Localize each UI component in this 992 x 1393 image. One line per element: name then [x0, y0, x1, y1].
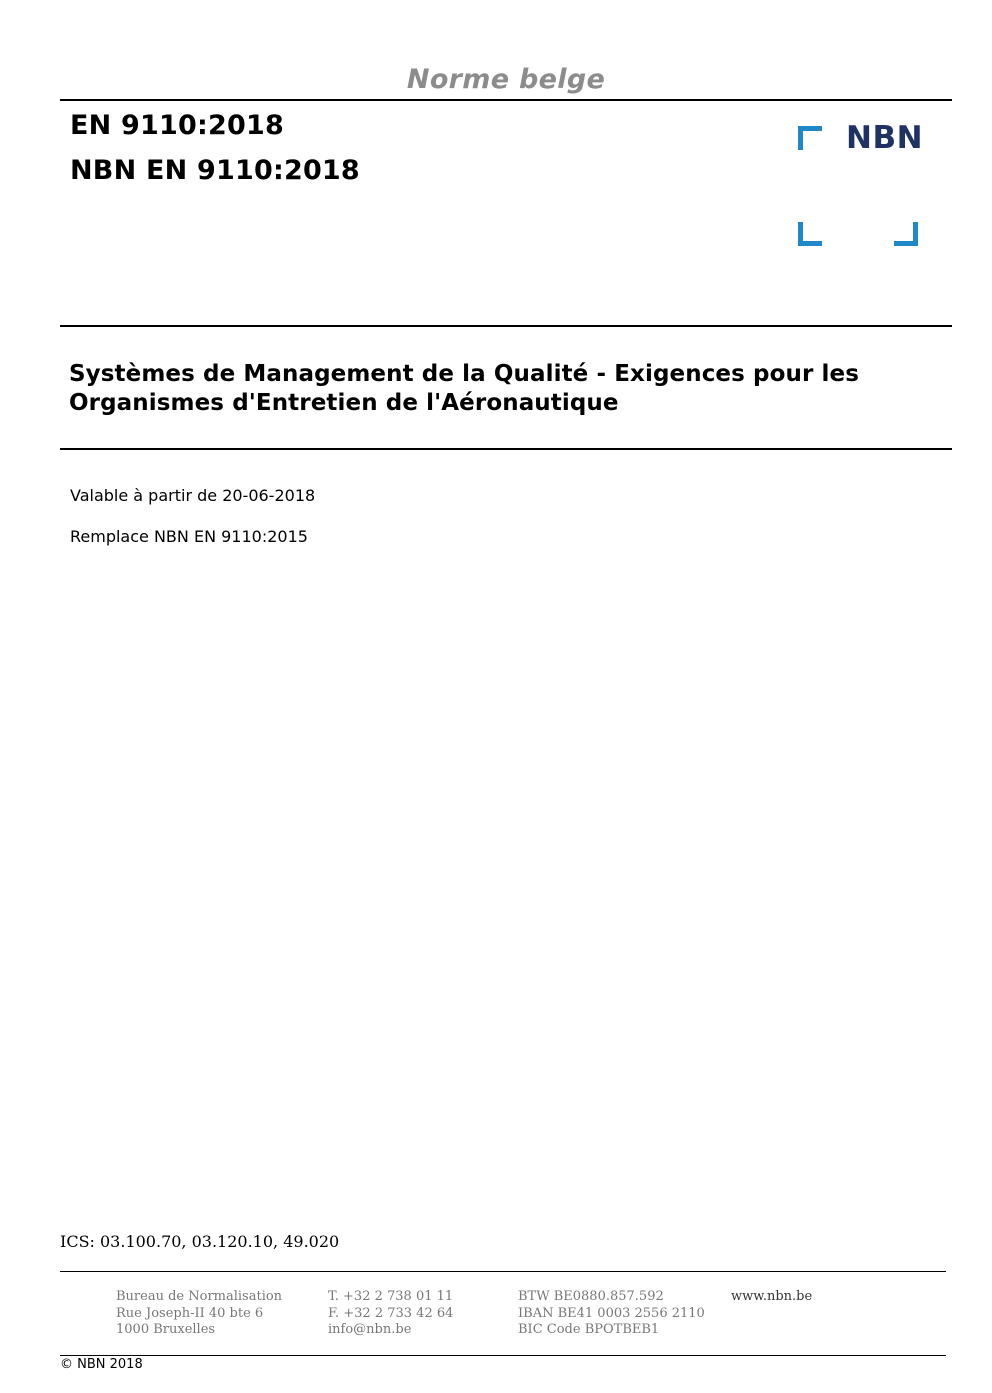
footer-email-link[interactable]: info@nbn.be: [328, 1322, 412, 1337]
footer-bic: BIC Code BPOTBEB1: [518, 1322, 660, 1337]
footer-bottom-divider: [60, 1355, 946, 1356]
title-top-divider: [60, 325, 952, 327]
footer-website-link[interactable]: www.nbn.be: [731, 1289, 813, 1304]
footer-phone: T. +32 2 738 01 11: [328, 1289, 454, 1304]
footer-vat: BTW BE0880.857.592: [518, 1289, 664, 1304]
document-title: [69, 360, 929, 418]
valid-from-text: Valable à partir de 20-06-2018: [70, 486, 316, 505]
footer-address: [116, 1289, 282, 1339]
standard-number-en: EN 9110:2018: [70, 110, 284, 141]
footer-address-line: Rue Joseph-II 40 bte 6: [116, 1305, 264, 1321]
title-bottom-divider: [60, 448, 952, 450]
copyright-text: © NBN 2018: [60, 1357, 143, 1372]
footer-fax: F. +32 2 733 42 64: [328, 1305, 454, 1321]
standard-number-nbn: NBN EN 9110:2018: [70, 155, 360, 186]
nbn-logo-text: NBN: [846, 120, 924, 156]
document-title-line: Systèmes de Management de la Qualité - Exigences pour les: [69, 361, 859, 387]
footer-top-divider: [60, 1271, 946, 1272]
ics-codes: ICS: 03.100.70, 03.120.10, 49.020: [60, 1232, 340, 1251]
header-divider: [60, 99, 952, 101]
footer-iban: IBAN BE41 0003 2556 2110: [518, 1305, 705, 1321]
footer-bank: [518, 1289, 705, 1339]
document-type-label: Norme belge: [406, 64, 606, 95]
footer-address-line: 1000 Bruxelles: [116, 1322, 216, 1337]
document-title-line: Organismes d'Entretien de l'Aéronautique: [69, 390, 619, 416]
replaces-text: Remplace NBN EN 9110:2015: [70, 527, 308, 546]
footer-address-line: Bureau de Normalisation: [116, 1289, 283, 1304]
footer-contact: [328, 1289, 453, 1339]
